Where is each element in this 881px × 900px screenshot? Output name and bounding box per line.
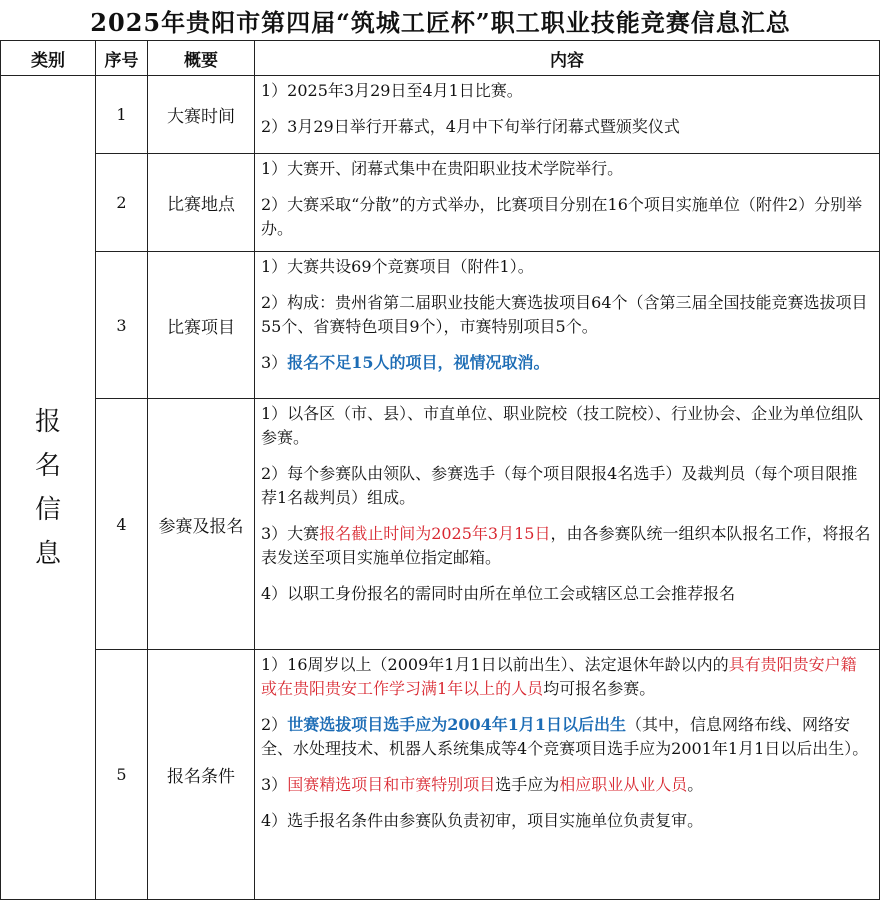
content-text: 4）选手报名条件由参赛队负责初审，项目实施单位负责复审。	[261, 811, 704, 830]
table-row	[1, 399, 880, 650]
header-content: 内容	[255, 41, 880, 76]
content-text: 3）	[261, 353, 288, 372]
content-text: 1）以各区（市、县）、市直单位、职业院校（技工院校）、行业协会、企业为单位组队参赛。	[261, 404, 864, 447]
content-text: 2）构成：贵州省第二届职业技能大赛选拔项目64个（含第三届全国技能竞赛选拔项目55个、省赛特色项目9个），市赛特别项目5个。	[261, 293, 868, 336]
highlight-blue-text: 世赛选拔项目选手应为2004年1月1日以后出生	[287, 715, 626, 734]
content-text: 1）2025年3月29日至4月1日比赛。	[261, 81, 523, 100]
content-paragraph	[261, 773, 871, 797]
content-paragraph	[261, 653, 871, 701]
content-paragraph	[261, 291, 871, 339]
row-number: 2	[96, 154, 148, 252]
row-overview: 报名条件	[148, 650, 255, 900]
row-number: 1	[96, 76, 148, 154]
highlight-red-text: 相应职业从业人员	[559, 775, 688, 794]
content-paragraph	[261, 582, 871, 606]
content-paragraph	[261, 402, 871, 450]
content-text: （其中，信息网络布线、网络安全、水处理技术、机器人系统集成等4个竞赛项目选手应为2001年1月1日以后出生）。	[261, 715, 869, 758]
highlight-blue-text: 报名不足15人的项目，视情况取消。	[287, 353, 550, 372]
content-paragraph	[261, 522, 871, 570]
content-paragraph	[261, 713, 871, 761]
content-paragraph	[261, 462, 871, 510]
content-text: 2）大赛采取“分散”的方式举办，比赛项目分别在16个项目实施单位（附件2）分别举办。	[261, 195, 863, 238]
header-category: 类别	[1, 41, 96, 76]
content-text: 。	[687, 775, 704, 794]
content-text: 4）以职工身份报名的需同时由所在单位工会或辖区总工会推荐报名	[261, 584, 736, 603]
row-overview: 比赛项目	[148, 252, 255, 399]
info-table	[0, 40, 880, 900]
header-index: 序号	[96, 41, 148, 76]
row-overview: 比赛地点	[148, 154, 255, 252]
highlight-red-text: 具有贵阳贵安户籍或在贵阳贵安工作学习满1年以上的人员	[261, 655, 857, 698]
content-text: ，由各参赛队统一组织本队报名工作，将报名表发送至项目实施单位指定邮箱。	[261, 524, 871, 567]
row-content	[255, 252, 880, 399]
table-row	[1, 650, 880, 900]
content-text: 均可报名参赛。	[543, 679, 656, 698]
highlight-red-text: 报名截止时间为2025年3月15日	[319, 524, 551, 543]
content-text: 1）大赛共设69个竞赛项目（附件1）。	[261, 257, 534, 276]
row-content	[255, 154, 880, 252]
category-char: 报	[34, 406, 61, 437]
row-content	[255, 399, 880, 650]
content-text: 3）大赛	[261, 524, 320, 543]
content-paragraph	[261, 115, 871, 139]
content-paragraph	[261, 809, 871, 833]
page-title: 2025年贵阳市第四届“筑城工匠杯”职工职业技能竞赛信息汇总	[90, 7, 791, 37]
content-text: 1）大赛开、闭幕式集中在贵阳职业技术学院举行。	[261, 159, 624, 178]
table-row	[1, 76, 880, 154]
category-char: 名	[34, 450, 61, 481]
content-paragraph	[261, 193, 871, 241]
content-paragraph	[261, 351, 871, 375]
content-paragraph	[261, 255, 871, 279]
row-content	[255, 650, 880, 900]
row-number: 5	[96, 650, 148, 900]
table-row	[1, 252, 880, 399]
content-text: 2）每个参赛队由领队、参赛选手（每个项目限报4名选手）及裁判员（每个项目限推荐1名裁判员）组成。	[261, 464, 858, 507]
highlight-red-text: 国赛精选项目和市赛特别项目	[287, 775, 496, 794]
content-text: 1）16周岁以上（2009年1月1日以前出生）、法定退休年龄以内的	[261, 655, 729, 674]
row-overview: 参赛及报名	[148, 399, 255, 650]
row-number: 3	[96, 252, 148, 399]
row-content	[255, 76, 880, 154]
content-text: 3）	[261, 775, 288, 794]
category-char: 信	[34, 494, 61, 525]
content-text: 2）3月29日举行开幕式，4月中下旬举行闭幕式暨颁奖仪式	[261, 117, 680, 136]
row-overview: 大赛时间	[148, 76, 255, 154]
header-row	[1, 41, 880, 76]
category-char: 息	[34, 538, 61, 569]
content-text: 2）	[261, 715, 288, 734]
table-row	[1, 154, 880, 252]
content-text: 选手应为	[495, 775, 560, 794]
category-cell	[1, 76, 96, 900]
header-overview: 概要	[148, 41, 255, 76]
row-number: 4	[96, 399, 148, 650]
content-paragraph	[261, 79, 871, 103]
content-paragraph	[261, 157, 871, 181]
